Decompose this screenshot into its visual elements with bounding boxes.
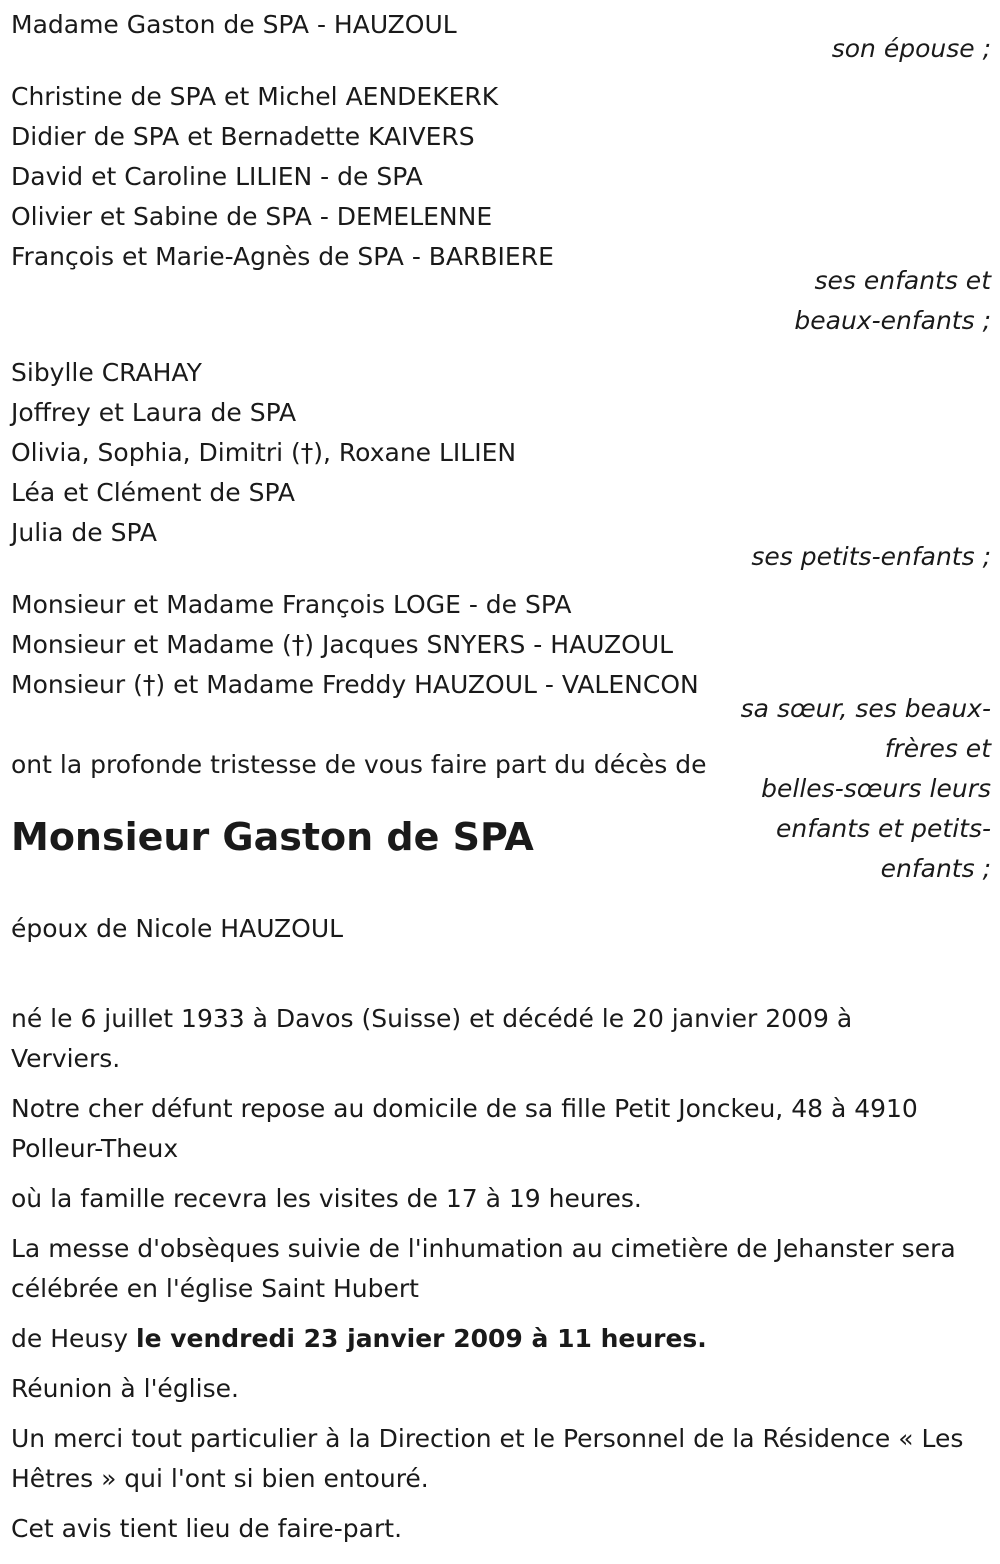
closing-text: Cet avis tient lieu de faire-part. — [11, 1514, 403, 1543]
siblings-role-line: enfants et petits- — [776, 814, 991, 843]
announcement-text: ont la profonde tristesse de vous faire part du décès de — [11, 750, 707, 779]
thanks-text: Un merci tout particulier à la Direction et le Personnel de la Résidence « Les Hêtres » qui l'ont si bien entouré. — [11, 1424, 964, 1493]
sibling-name: Monsieur (†) et Madame Freddy HAUZOUL - VALENCON — [11, 670, 699, 699]
children-role-line1: ses enfants et — [814, 266, 991, 295]
children-role-line2: beaux-enfants ; — [794, 306, 991, 335]
spouse-of: époux de Nicole HAUZOUL — [11, 914, 344, 943]
spouse-section — [11, 5, 991, 69]
grandchildren-section — [11, 353, 991, 577]
grandchild-name: Olivia, Sophia, Dimitri (†), Roxane LILIEN — [11, 438, 517, 467]
siblings-role-line: frères et — [884, 734, 991, 763]
sibling-name: Monsieur et Madame François LOGE - de SPA — [11, 590, 572, 619]
grandchildren-role: ses petits-enfants ; — [751, 542, 991, 571]
sibling-name: Monsieur et Madame (†) Jacques SNYERS - HAUZOUL — [11, 630, 674, 659]
rest-place-text: Notre cher défunt repose au domicile de sa fille Petit Jonckeu, 48 à 4910 Polleur-Theux — [11, 1094, 918, 1163]
ceremony-date — [11, 1319, 991, 1359]
siblings-role-line: enfants ; — [880, 854, 991, 883]
child-name: David et Caroline LILIEN - de SPA — [11, 162, 423, 191]
child-name: Olivier et Sabine de SPA - DEMELENNE — [11, 202, 493, 231]
child-name: Christine de SPA et Michel AENDEKERK — [11, 82, 499, 111]
grandchild-name: Julia de SPA — [11, 518, 158, 547]
birth-death-text: né le 6 juillet 1933 à Davos (Suisse) et décédé le 20 janvier 2009 à Verviers. — [11, 1004, 853, 1073]
siblings-role-line: sa sœur, ses beaux- — [740, 694, 991, 723]
spouse-role: son épouse ; — [831, 34, 991, 63]
visits-text: où la famille recevra les visites de 17 à 19 heures. — [11, 1184, 642, 1213]
siblings-role — [731, 689, 991, 889]
children-section — [11, 77, 991, 341]
deceased-name: Monsieur Gaston de SPA — [11, 815, 534, 859]
grandchild-name: Joffrey et Laura de SPA — [11, 398, 297, 427]
child-name: Didier de SPA et Bernadette KAIVERS — [11, 122, 475, 151]
obituary-notice — [11, 5, 991, 1559]
grandchild-name: Sibylle CRAHAY — [11, 358, 202, 387]
siblings-role-line: belles-sœurs leurs — [761, 774, 991, 803]
location-prefix: de Heusy — [11, 1324, 136, 1353]
meeting-text: Réunion à l'église. — [11, 1374, 239, 1403]
mass-text: La messe d'obsèques suivie de l'inhumation au cimetière de Jehanster sera célébrée en l'église Saint Hubert — [11, 1234, 956, 1303]
child-name: François et Marie-Agnès de SPA - BARBIERE — [11, 242, 554, 271]
ceremony-datetime: le vendredi 23 janvier 2009 à 11 heures. — [136, 1324, 707, 1353]
grandchild-name: Léa et Clément de SPA — [11, 478, 296, 507]
spouse-name: Madame Gaston de SPA - HAUZOUL — [11, 10, 457, 39]
